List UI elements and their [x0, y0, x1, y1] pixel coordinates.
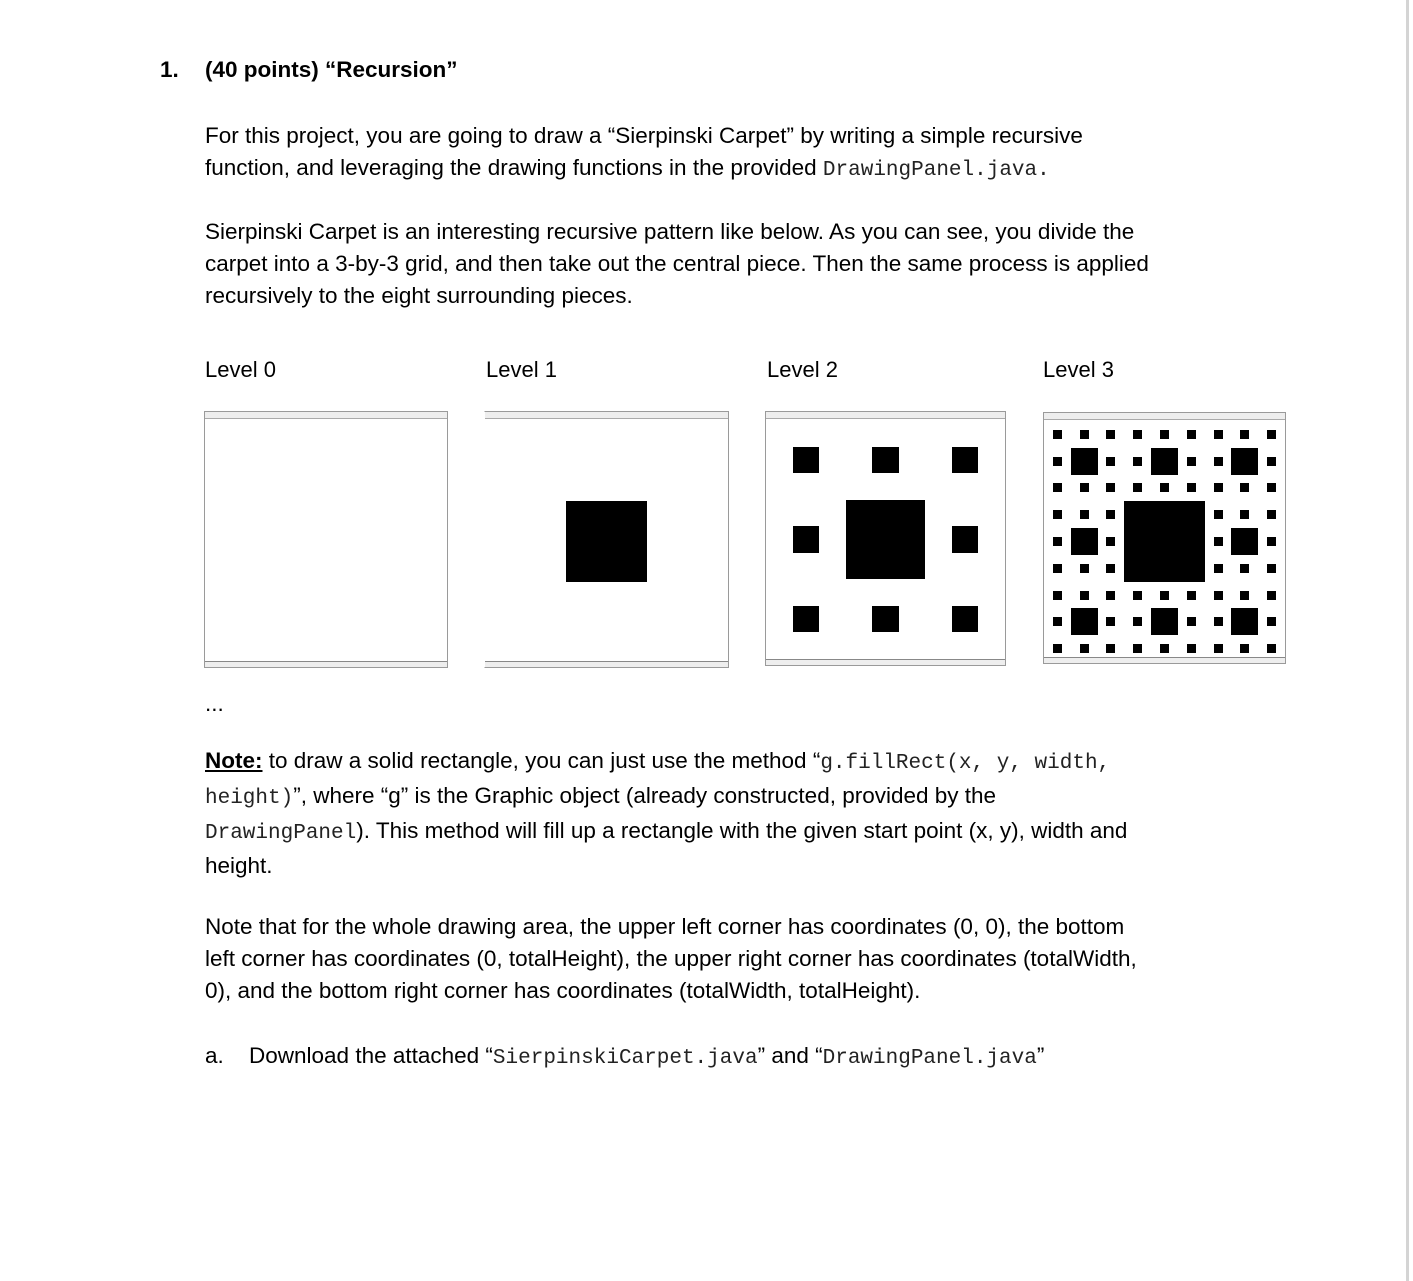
removed-square [1160, 483, 1169, 492]
page-edge [1406, 0, 1409, 1281]
code-drawingpanel: DrawingPanel [205, 822, 357, 845]
intro-line: For this project, you are going to draw a “Sierpinski Carpet” by writing a simple recursive [205, 123, 1083, 148]
removed-square [1187, 644, 1196, 653]
removed-square [1187, 430, 1196, 439]
code-drawingpanel: DrawingPanel.java. [822, 159, 1050, 182]
removed-square [1071, 448, 1098, 475]
note-text: to draw a solid rectangle, you can just use the method “ [262, 748, 821, 773]
removed-square [1267, 617, 1276, 626]
note-label: Note: [205, 748, 263, 773]
removed-square [1133, 457, 1142, 466]
level-0-label: Level 0 [205, 357, 276, 382]
intro-paragraph [205, 120, 1265, 187]
note-paragraph [205, 745, 1265, 882]
removed-square [1214, 644, 1223, 653]
removed-square [1053, 591, 1062, 600]
removed-square [1053, 644, 1062, 653]
removed-square [1240, 644, 1249, 653]
removed-square [1106, 617, 1115, 626]
removed-square [1124, 501, 1204, 581]
removed-square [1214, 591, 1223, 600]
removed-square [1214, 537, 1223, 546]
removed-square [1231, 448, 1258, 475]
removed-square [1267, 564, 1276, 573]
ellipsis: ... [205, 691, 224, 716]
removed-square [846, 500, 926, 580]
removed-square [1214, 564, 1223, 573]
removed-square [1133, 644, 1142, 653]
coords-line: left corner has coordinates (0, totalHeight), the upper right corner has coordinates (totalWidth, [205, 946, 1137, 971]
step-text: Download the attached “ [249, 1043, 493, 1068]
removed-square [1071, 608, 1098, 635]
step-text: ” [1036, 1043, 1045, 1068]
removed-square [793, 606, 820, 633]
level-2-label: Level 2 [767, 357, 838, 382]
removed-square [1080, 564, 1089, 573]
code-height: height) [205, 787, 294, 810]
question-title: (40 points) “Recursion” [205, 57, 458, 82]
level-1-label: Level 1 [486, 357, 557, 382]
step-a [205, 1040, 1044, 1075]
level-1-carpet-image [484, 411, 729, 668]
level-3-label: Level 3 [1043, 357, 1114, 382]
removed-square [1151, 608, 1178, 635]
step-text: ” and “ [757, 1043, 823, 1068]
removed-square [1106, 510, 1115, 519]
question-number: 1. [160, 57, 179, 82]
removed-square [1080, 644, 1089, 653]
removed-square [1106, 483, 1115, 492]
removed-square [1240, 564, 1249, 573]
removed-square [1214, 617, 1223, 626]
removed-square [1160, 591, 1169, 600]
note-text: height. [205, 853, 273, 878]
removed-square [1106, 457, 1115, 466]
removed-square [1053, 537, 1062, 546]
removed-square [1267, 537, 1276, 546]
removed-square [1080, 430, 1089, 439]
coords-line: 0), and the bottom right corner has coordinates (totalWidth, totalHeight). [205, 978, 921, 1003]
removed-square [1106, 591, 1115, 600]
note-text: ”, where “g” is the Graphic object (already constructed, provided by the [293, 783, 997, 808]
removed-square [872, 606, 899, 633]
removed-square [1267, 483, 1276, 492]
removed-square [872, 447, 899, 474]
removed-square [1053, 617, 1062, 626]
removed-square [1080, 591, 1089, 600]
level-2-carpet-image [765, 411, 1006, 666]
removed-square [1187, 483, 1196, 492]
intro-line: function, and leveraging the drawing functions in the provided [205, 155, 823, 180]
description-line: recursively to the eight surrounding pieces. [205, 283, 633, 308]
level-0-carpet-image [204, 411, 448, 668]
removed-square [952, 606, 979, 633]
removed-square [1267, 457, 1276, 466]
removed-square [1214, 430, 1223, 439]
removed-square [1214, 483, 1223, 492]
code-drawingpanel-file: DrawingPanel.java [822, 1047, 1037, 1070]
note-text: ). This method will fill up a rectangle with the given start point (x, y), width and [356, 818, 1128, 843]
step-marker: a. [205, 1043, 224, 1068]
removed-square [1267, 510, 1276, 519]
removed-square [1053, 510, 1062, 519]
removed-square [1214, 510, 1223, 519]
removed-square [793, 526, 820, 553]
description-line: carpet into a 3-by-3 grid, and then take out the central piece. Then the same process is applied [205, 251, 1149, 276]
removed-square [952, 526, 979, 553]
removed-square [1106, 430, 1115, 439]
removed-square [1240, 483, 1249, 492]
removed-square [952, 447, 979, 474]
code-sierpinskicarpet-file: SierpinskiCarpet.java [492, 1047, 758, 1070]
removed-square [566, 501, 647, 582]
removed-square [1080, 510, 1089, 519]
coords-paragraph [205, 911, 1265, 1007]
removed-square [1187, 591, 1196, 600]
removed-square [1240, 591, 1249, 600]
removed-square [1071, 528, 1098, 555]
removed-square [1106, 564, 1115, 573]
removed-square [1133, 591, 1142, 600]
removed-square [1240, 510, 1249, 519]
coords-line: Note that for the whole drawing area, the upper left corner has coordinates (0, 0), the bottom [205, 914, 1125, 939]
removed-square [1160, 430, 1169, 439]
removed-square [1214, 457, 1223, 466]
level-3-carpet-image [1043, 412, 1286, 664]
removed-square [1053, 457, 1062, 466]
removed-square [1106, 644, 1115, 653]
removed-square [1160, 644, 1169, 653]
removed-square [1231, 608, 1258, 635]
removed-square [1151, 448, 1178, 475]
removed-square [1133, 430, 1142, 439]
code-fillrect: g.fillRect(x, y, width, [820, 752, 1111, 775]
removed-square [1080, 483, 1089, 492]
removed-square [793, 447, 820, 474]
removed-square [1267, 430, 1276, 439]
removed-square [1267, 591, 1276, 600]
removed-square [1053, 483, 1062, 492]
removed-square [1187, 617, 1196, 626]
removed-square [1240, 430, 1249, 439]
removed-square [1053, 564, 1062, 573]
removed-square [1053, 430, 1062, 439]
removed-square [1133, 617, 1142, 626]
removed-square [1231, 528, 1258, 555]
question-heading [160, 54, 458, 86]
description-paragraph [205, 216, 1265, 312]
removed-square [1187, 457, 1196, 466]
removed-square [1106, 537, 1115, 546]
removed-square [1133, 483, 1142, 492]
removed-square [1267, 644, 1276, 653]
description-line: Sierpinski Carpet is an interesting recursive pattern like below. As you can see, you divide the [205, 219, 1135, 244]
